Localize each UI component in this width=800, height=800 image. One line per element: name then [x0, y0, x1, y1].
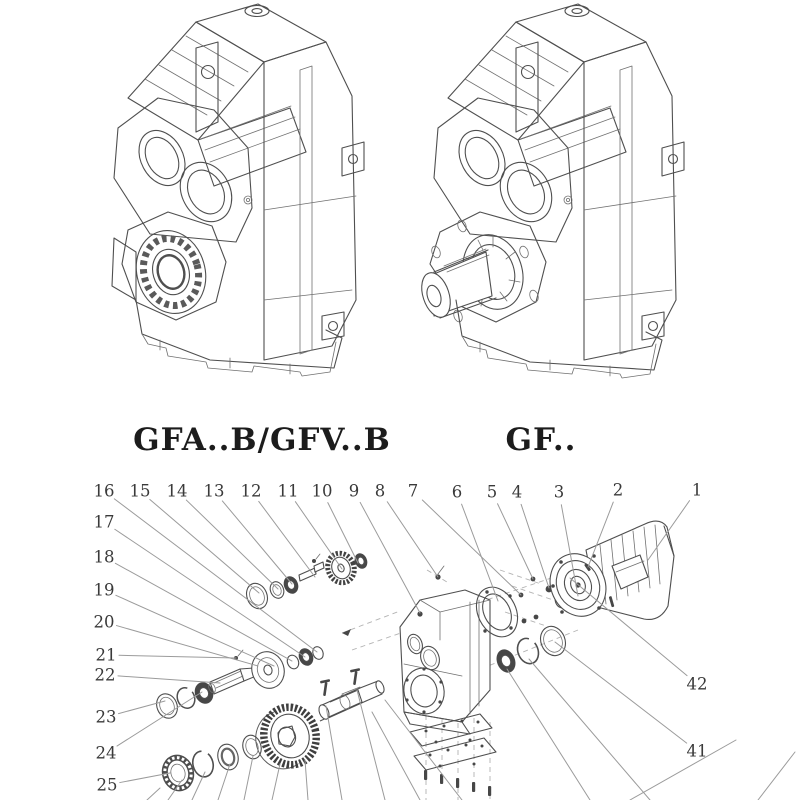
caption-left-model: GFA..B/GFV..B	[133, 422, 391, 458]
set-screw	[312, 554, 320, 563]
arrow-head	[342, 629, 351, 636]
splined-shaft	[207, 668, 256, 694]
callout-number-3: 3	[553, 482, 565, 502]
base-feet	[456, 300, 662, 378]
bracket-hole	[522, 66, 535, 79]
base-feet	[136, 300, 342, 376]
callout-leader-line-22	[118, 676, 220, 683]
callout-number-12: 12	[240, 481, 262, 501]
output-ring-set	[493, 623, 570, 676]
callout-number-19: 19	[93, 580, 115, 600]
callout-number-10: 10	[311, 481, 333, 501]
output-gear-teeth	[257, 701, 322, 770]
gear-bore-1	[450, 123, 514, 194]
key-1	[320, 679, 330, 696]
callout-leader-line-16	[114, 499, 317, 652]
snap-ring	[514, 635, 542, 667]
callout-number-20: 20	[93, 612, 115, 632]
callout-number-25: 25	[96, 775, 118, 795]
exploded-view-drawing	[94, 481, 796, 800]
callout-number-22: 22	[94, 665, 116, 685]
key-2	[350, 668, 360, 685]
vent-nub	[564, 196, 572, 204]
callout-leader-line-7	[422, 500, 521, 595]
callout-number-7: 7	[407, 481, 419, 501]
callout-number-4: 4	[511, 482, 523, 502]
caption-right-model: GF..	[505, 422, 577, 458]
callout-leader-line-13	[222, 501, 292, 584]
callout-number-8: 8	[374, 481, 386, 501]
callout-number-1: 1	[691, 480, 703, 500]
bolt-tab-lower	[322, 312, 344, 340]
bracket-hole	[202, 66, 215, 79]
seal-ring	[536, 623, 569, 660]
side-rail	[300, 66, 312, 354]
callout-number-14: 14	[166, 481, 188, 501]
side-rail	[620, 66, 632, 354]
gear-bore-2	[170, 153, 241, 230]
oil-seal	[215, 742, 241, 772]
bearing	[493, 647, 519, 676]
gear-bore-1	[130, 123, 194, 194]
input-shaft-cluster	[243, 549, 370, 612]
spacer-ring	[285, 653, 300, 670]
callout-leader-line-20	[116, 626, 258, 666]
callout-leader-line-15	[150, 499, 259, 593]
callout-leader-line-9	[360, 502, 420, 613]
gear-unit-right-drawing	[417, 4, 684, 378]
intermediate-gear	[247, 647, 289, 692]
callout-number-5: 5	[486, 482, 498, 502]
gear-bore-2	[490, 153, 561, 230]
callout-number-24: 24	[95, 743, 117, 763]
callout-leader-line-11	[295, 502, 342, 569]
callout-number-6: 6	[451, 482, 463, 502]
callout-number-13: 13	[203, 481, 225, 501]
callout-number-41: 41	[686, 741, 708, 761]
callout-leader-line-41	[555, 642, 687, 743]
callout-number-42: 42	[686, 674, 708, 694]
output-bearing-row	[161, 733, 263, 791]
callout-number-16: 16	[93, 481, 115, 501]
callout-leader-line-4	[521, 504, 549, 588]
callout-leader-line-18	[115, 563, 292, 661]
washer	[268, 580, 286, 601]
callout-number-23: 23	[95, 707, 117, 727]
gasket-plates	[410, 714, 496, 770]
callout-leader-line-6	[462, 504, 498, 601]
callout-number-2: 2	[612, 480, 624, 500]
callout-leader-line-5	[498, 504, 533, 579]
callout-leader-line-12	[259, 501, 315, 577]
gear-unit-left-drawing	[112, 4, 364, 376]
callout-number-11: 11	[277, 481, 299, 501]
callout-leader-line-21	[119, 655, 236, 658]
callout-number-9: 9	[348, 481, 360, 501]
vent-nub	[244, 196, 252, 204]
callout-number-15: 15	[129, 481, 151, 501]
callout-number-17: 17	[93, 512, 115, 532]
callout-number-18: 18	[93, 547, 115, 567]
callout-leader-line-25	[120, 773, 170, 783]
hollow-shaft-bearing	[127, 222, 216, 321]
callout-number-21: 21	[95, 645, 117, 665]
